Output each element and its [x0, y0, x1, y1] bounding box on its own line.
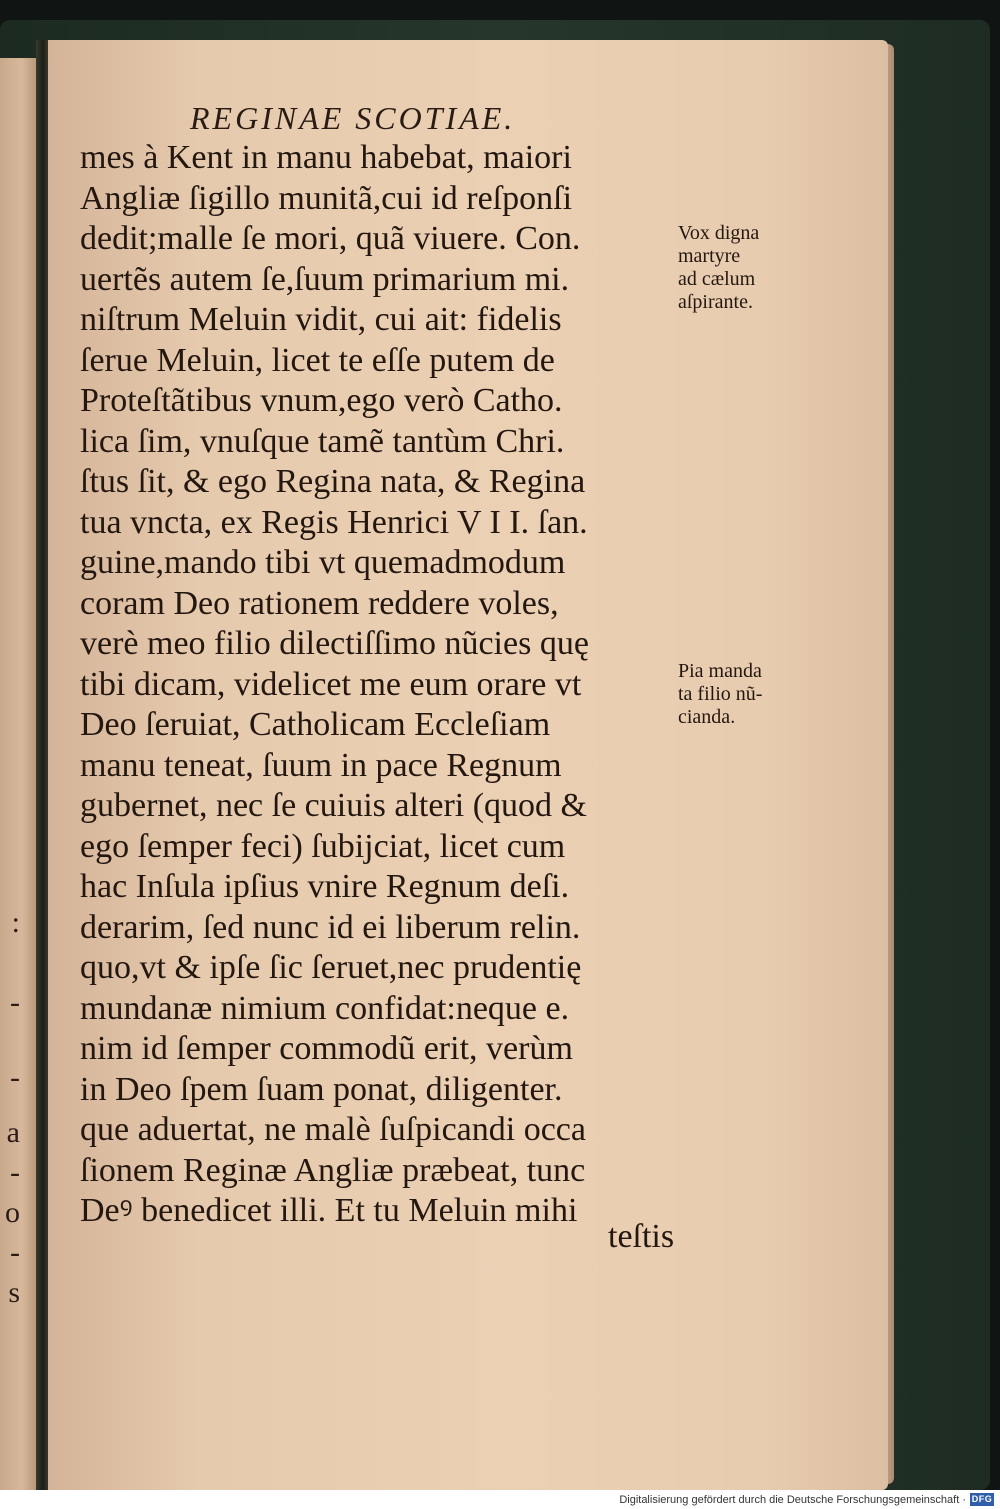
body-text	[80, 138, 680, 1232]
left-page-edge	[0, 58, 36, 1490]
text-line: niſtrum Meluin vidit, cui ait: fidelis	[80, 301, 562, 338]
text-line: ſionem Reginæ Angliæ præbeat, tunc	[80, 1151, 586, 1189]
catchword: teſtis	[608, 1218, 675, 1255]
text-line: ſerue Meluin, licet te eſſe putem de	[80, 341, 555, 379]
text-line: tua vncta, ex Regis Henrici V I I. ſan.	[80, 503, 588, 541]
text-line: Deꝰ benedicet illi. Et tu Meluin mihi	[80, 1192, 578, 1229]
text-line: que aduertat, ne malè ſuſpicandi occa	[80, 1111, 586, 1148]
margin-note-line: cianda.	[678, 706, 736, 728]
left-page-fragment: :	[11, 906, 20, 939]
running-head: REGINAE SCOTIAE.	[190, 100, 516, 136]
text-line: mundanæ nimium confidat:neque e.	[80, 989, 570, 1027]
text-line: tibi dicam, videlicet me eum orare vt	[80, 665, 582, 703]
left-page-fragment: -	[10, 1236, 20, 1269]
text-line: guine,mando tibi vt quemadmodum	[80, 544, 566, 581]
text-line: uertẽs autem ſe,ſuum primarium mi.	[80, 260, 570, 298]
text-line: gubernet, nec ſe cuiuis alteri (quod &	[80, 787, 587, 824]
margin-note-line: aſpirante.	[678, 291, 753, 313]
text-line: quo,vt & ipſe ſic ſeruet,nec prudentię	[80, 949, 582, 986]
margin-note-line: martyre	[678, 245, 741, 267]
text-line: ego ſemper feci) ſubijciat, licet cum	[80, 827, 566, 865]
text-line: hac Inſula ipſius vnire Regnum deſi.	[80, 868, 570, 905]
left-page-fragment: s	[8, 1276, 20, 1309]
margin-note-line: ta filio nũ-	[678, 683, 763, 705]
left-page-fragment: -	[10, 1156, 20, 1189]
text-line: derarim, ſed nunc id ei liberum relin.	[80, 908, 581, 946]
text-line: ſtus ſit, & ego Regina nata, & Regina	[80, 463, 586, 500]
footer-credit: Digitalisierung gefördert durch die Deutsche Forschungsgemeinschaft ·	[619, 1494, 966, 1506]
text-line: verè meo filio dilectiſſimo nũcies quę	[80, 625, 589, 662]
text-line: mes à Kent in manu habebat, maiori	[80, 139, 572, 176]
text-line: Angliæ ſigillo munitã,cui id reſponſi	[80, 179, 573, 217]
text-line: coram Deo rationem reddere voles,	[80, 584, 559, 622]
text-line: dedit;malle ſe mori, quã viuere. Con.	[80, 220, 581, 257]
left-page-fragment: a	[6, 1116, 20, 1149]
left-page-fragment: o	[5, 1196, 20, 1229]
text-line: manu teneat, ſuum in pace Regnum	[80, 746, 562, 784]
margin-note-line: ad cælum	[678, 268, 756, 290]
margin-note	[678, 222, 818, 314]
left-page-fragment: -	[10, 1061, 20, 1094]
left-page-fragment: -	[10, 986, 20, 1019]
margin-note-line: Vox digna	[678, 222, 760, 244]
text-line: Deo ſeruiat, Catholicam Eccleſiam	[80, 706, 551, 743]
text-line: in Deo ſpem ſuam ponat, diligenter.	[80, 1070, 563, 1108]
text-line: Proteſtãtibus vnum,ego verò Catho.	[80, 382, 563, 419]
text-line: nim id ſemper commodũ erit, verùm	[80, 1030, 573, 1067]
margin-note	[678, 660, 818, 729]
margin-note-line: Pia manda	[678, 660, 762, 682]
text-line: lica ſim, vnuſque tamẽ tantùm Chri.	[80, 422, 565, 460]
dfg-logo: DFG	[971, 1494, 993, 1504]
